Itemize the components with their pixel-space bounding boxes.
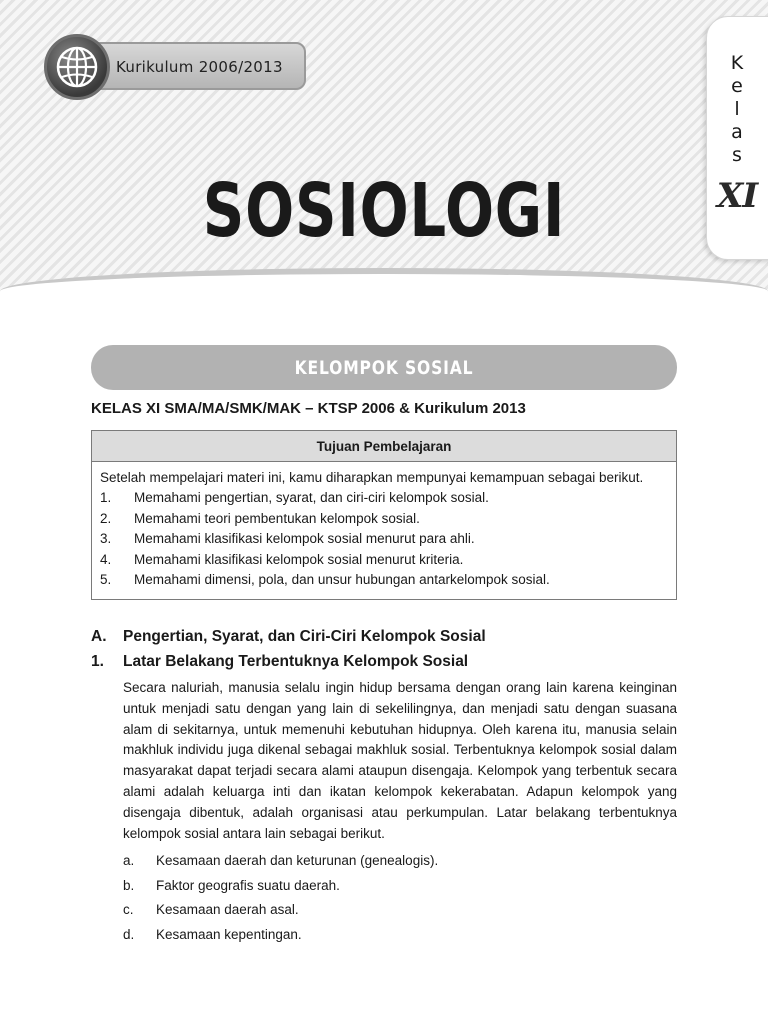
learning-goals-intro: Setelah mempelajari materi ini, kamu diharapkan mempunyai kemampuan sebagai berikut. <box>100 470 644 485</box>
class-label-letter: s <box>732 144 742 166</box>
section-number: 1. <box>91 653 104 670</box>
background-factors-list <box>123 848 677 947</box>
section-title: Pengertian, Syarat, dan Ciri-Ciri Kelompok Sosial <box>123 628 486 645</box>
list-item-text: Kesamaan daerah asal. <box>156 902 299 918</box>
class-label-letter: l <box>734 98 740 120</box>
list-item-number: 4. <box>100 551 112 567</box>
section-heading-1 <box>91 653 468 671</box>
list-item-letter: c. <box>123 902 134 918</box>
class-number: XI <box>716 176 758 216</box>
globe-icon <box>44 34 110 100</box>
section-heading-a <box>91 628 486 646</box>
list-item-letter: b. <box>123 877 135 893</box>
learning-goals-heading: Tujuan Pembelajaran <box>92 431 676 462</box>
chapter-subtitle: KELAS XI SMA/MA/SMK/MAK – KTSP 2006 & Kurikulum 2013 <box>91 400 526 417</box>
list-item-number: 2. <box>100 510 112 526</box>
list-item-text: Faktor geografis suatu daerah. <box>156 877 340 893</box>
list-item-number: 1. <box>100 490 112 505</box>
list-item-text: Kesamaan daerah dan keturunan (genealogis). <box>156 852 439 868</box>
list-item-text: Memahami dimensi, pola, dan unsur hubungan antarkelompok sosial. <box>134 572 550 587</box>
learning-goals-body <box>92 462 676 591</box>
class-label-letter: e <box>731 75 743 97</box>
list-item-number: 5. <box>100 572 112 587</box>
list-item <box>100 570 668 591</box>
list-item <box>100 529 668 550</box>
chapter-title: KELOMPOK SOSIAL <box>294 356 474 379</box>
subject-title: SOSIOLOGI <box>202 168 566 254</box>
list-item <box>123 897 677 922</box>
list-item <box>100 509 668 530</box>
list-item <box>100 488 668 509</box>
list-item <box>100 550 668 571</box>
class-label <box>726 52 748 167</box>
list-item <box>123 873 677 898</box>
list-item-text: Kesamaan kepentingan. <box>156 926 302 942</box>
learning-goals-box <box>91 430 677 600</box>
list-item <box>123 848 677 873</box>
section-number: A. <box>91 628 107 645</box>
list-item-text: Memahami klasifikasi kelompok sosial menurut kriteria. <box>134 551 464 567</box>
section-title: Latar Belakang Terbentuknya Kelompok Sosial <box>123 653 469 670</box>
class-label-letter: a <box>731 121 743 143</box>
list-item-text: Memahami klasifikasi kelompok sosial menurut para ahli. <box>134 531 475 546</box>
curriculum-label: Kurikulum 2006/2013 <box>116 58 283 76</box>
list-item-text: Memahami teori pembentukan kelompok sosial. <box>134 510 420 526</box>
list-item-text: Memahami pengertian, syarat, dan ciri-ciri kelompok sosial. <box>134 490 489 505</box>
list-item-letter: a. <box>123 852 135 868</box>
list-item-number: 3. <box>100 531 112 546</box>
list-item-letter: d. <box>123 926 135 942</box>
list-item <box>123 922 677 947</box>
class-label-letter: K <box>730 52 744 74</box>
chapter-title-bar <box>91 345 677 390</box>
body-paragraph: Secara naluriah, manusia selalu ingin hidup bersama dengan orang lain karena keinginan untuk menjadi satu dengan yang lain di sekelilingnya, dan menjadi satu dengan suasana alam di sekitarnya, untuk memenuhi kebutuhan hidupnya. Oleh karena itu, manusia selain makhluk individu juga dikenal sebagai makhluk sosial. Terbentuknya kelompok sosial dalam masyarakat dapat terjadi secara alami ataupun disengaja. Kelompok yang terbentuk secara alami adalah keluarga inti dan ikatan kelompok kekerabatan. Adapun kelompok yang disengaja dibentuk, adalah organisasi atau perkumpulan. Latar belakang terbentuknya kelompok sosial antara lain sebagai berikut. <box>123 680 677 841</box>
